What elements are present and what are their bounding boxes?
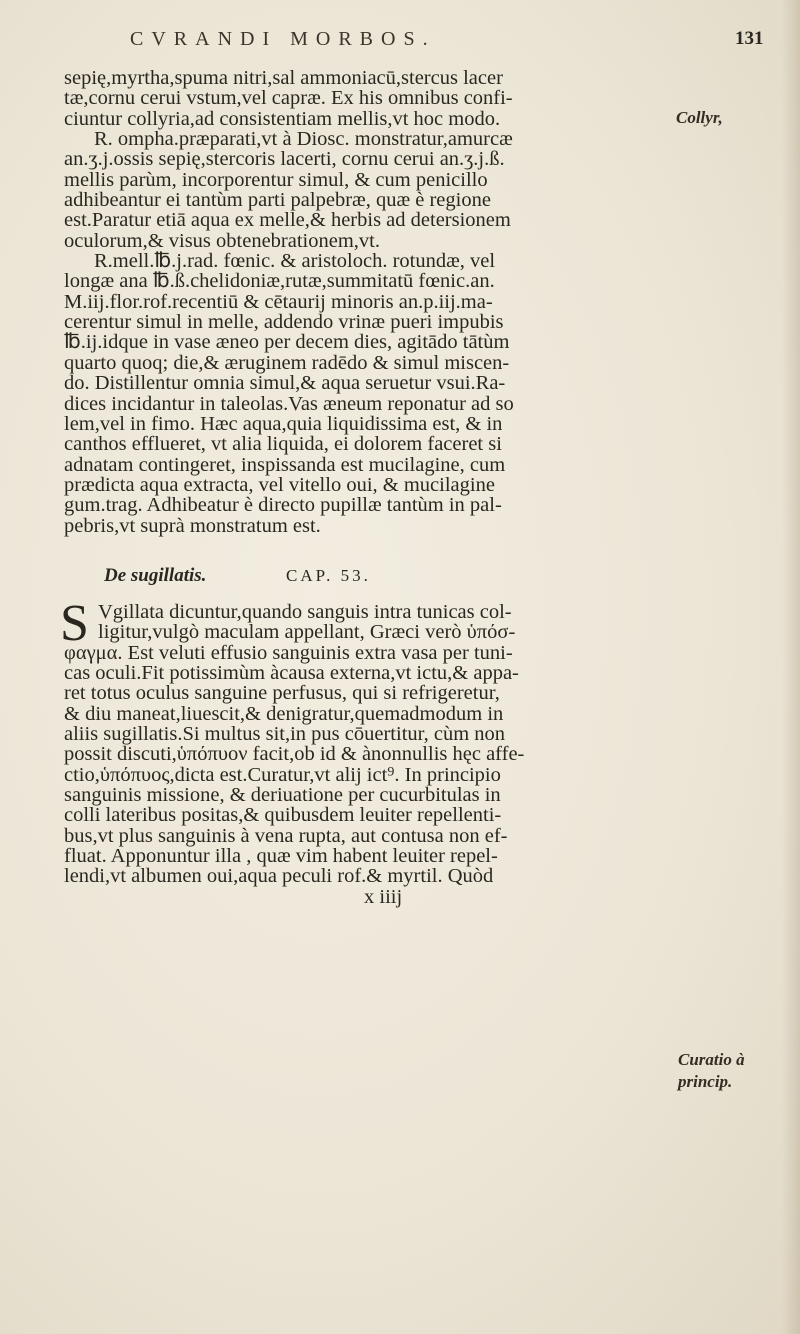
page-header: [0, 28, 800, 62]
text-line: dices incidantur in taleolas.Vas æneum reponatur ad so: [64, 392, 514, 415]
text-line: gum.trag. Adhibeatur è directo pupillæ tantùm in pal-: [64, 494, 502, 517]
text-line: R. ompha.præparati,vt à Diosc. monstratur,amurcæ: [94, 128, 513, 151]
text-line: prædicta aqua extracta, vel vitello oui, & mucilagine: [64, 473, 495, 496]
text-line: adnatam contingeret, inspissanda est mucilagine, cum: [64, 453, 506, 476]
text-block: [60, 67, 660, 908]
catchword: x iiij: [364, 885, 403, 908]
text-line: possit discuti,ὑπόπυον facit,ob id & ànonnullis hęc affe-: [64, 743, 525, 766]
text-line: φαγμα. Est veluti effusio sanguinis extra vasa per tuni-: [64, 641, 513, 664]
text-line: tæ,cornu cerui vstum,vel capræ. Ex his omnibus confi-: [64, 87, 513, 110]
text-line: ligitur,vulgò maculam appellant, Græci verò ὑπόσ-: [98, 621, 516, 644]
text-line: ciuntur collyria,ad consistentiam mellis,vt hoc modo.: [64, 107, 501, 130]
text-line: quarto quoq; die,& æruginem radēdo & simul miscen-: [64, 351, 510, 374]
text-line: lendi,vt albumen oui,aqua peculi rof.& myrtil. Quòd: [64, 865, 494, 888]
text-line: longæ ana ℔.ß.chelidoniæ,rutæ,summitatū fœnic.an.: [64, 270, 495, 293]
chapter-body: [60, 594, 660, 908]
text-line: do. Distillentur omnia simul,& aqua seruetur vsui.Ra-: [64, 372, 506, 395]
text-line: an.ʒ.j.ossis sepię,stercoris lacerti, cornu cerui an.ʒ.j.ß.: [64, 148, 505, 171]
text-line: lem,vel in fimo. Hæc aqua,quia liquidissima est, & in: [64, 412, 503, 435]
text-line: pebris,vt suprà monstratum est.: [64, 514, 321, 537]
text-line: colli lateribus positas,& quibusdem leuiter repellenti-: [64, 804, 502, 827]
text-line: Vgillata dicuntur,quando sanguis intra tunicas col-: [98, 600, 512, 623]
text-line: cerentur simul in melle, addendo vrinæ pueri impubis: [64, 311, 504, 334]
text-line: sanguinis missione, & deriuatione per cucurbitulas in: [64, 784, 501, 806]
text-line: & diu maneat,liuescit,& denigratur,quemadmodum in: [64, 702, 504, 725]
text-line: aliis sugillatis.Si multus sit,in pus cōuertitur, cùm non: [64, 722, 506, 745]
text-line: oculorum,& visus obtenebrationem,vt.: [64, 229, 380, 252]
chapter-number: CAP. 53.: [286, 565, 371, 585]
margin-note-collyr: Collyr,: [676, 108, 723, 127]
margin-note-curatio: Curatio à: [678, 1050, 745, 1069]
text-line: ret totus oculus sanguine perfusus, qui si refrigeretur,: [64, 682, 500, 705]
chapter-title: De sugillatis.: [104, 564, 207, 586]
text-line: ℔.ij.idque in vase æneo per decem dies, agitādo tātùm: [64, 331, 510, 354]
text-line: M.iij.flor.rof.recentiū & cētaurij minoris an.p.iij.ma-: [64, 290, 493, 313]
running-head: CVRANDI MORBOS.: [130, 28, 436, 50]
text-line: bus,vt plus sanguinis à vena rupta, aut contusa non ef-: [64, 824, 508, 847]
text-line: canthos efflueret, vt alia liquida, ei dolorem faceret si: [64, 433, 502, 456]
page-number: 131: [735, 28, 764, 49]
text-line: fluat. Apponuntur illa , quæ vim habent leuiter repel-: [64, 845, 498, 868]
text-line: ctio,ὑπόπυος,dicta est.Curatur,vt alij ict⁹. In principio: [64, 763, 501, 786]
text-line: adhibeantur ei tantùm parti palpebræ, quæ è regione: [64, 189, 491, 212]
page-edge-shadow: [782, 0, 800, 1334]
margin-note-princip: princip.: [678, 1072, 733, 1091]
text-line: mellis parùm, incorporentur simul, & cum penicillo: [64, 168, 488, 191]
text-line: R.mell.℔.j.rad. fœnic. & aristoloch. rotundæ, vel: [94, 250, 496, 273]
text-line: sepię,myrtha,spuma nitri,sal ammoniacū,stercus lacer: [64, 67, 503, 89]
text-line: est.Paratur etiā aqua ex melle,& herbis ad detersionem: [64, 209, 511, 232]
chapter-heading: [64, 544, 660, 602]
drop-cap: S: [60, 594, 89, 652]
text-line: cas oculi.Fit potissimùm àcausa externa,vt ictu,& appa-: [64, 661, 519, 684]
